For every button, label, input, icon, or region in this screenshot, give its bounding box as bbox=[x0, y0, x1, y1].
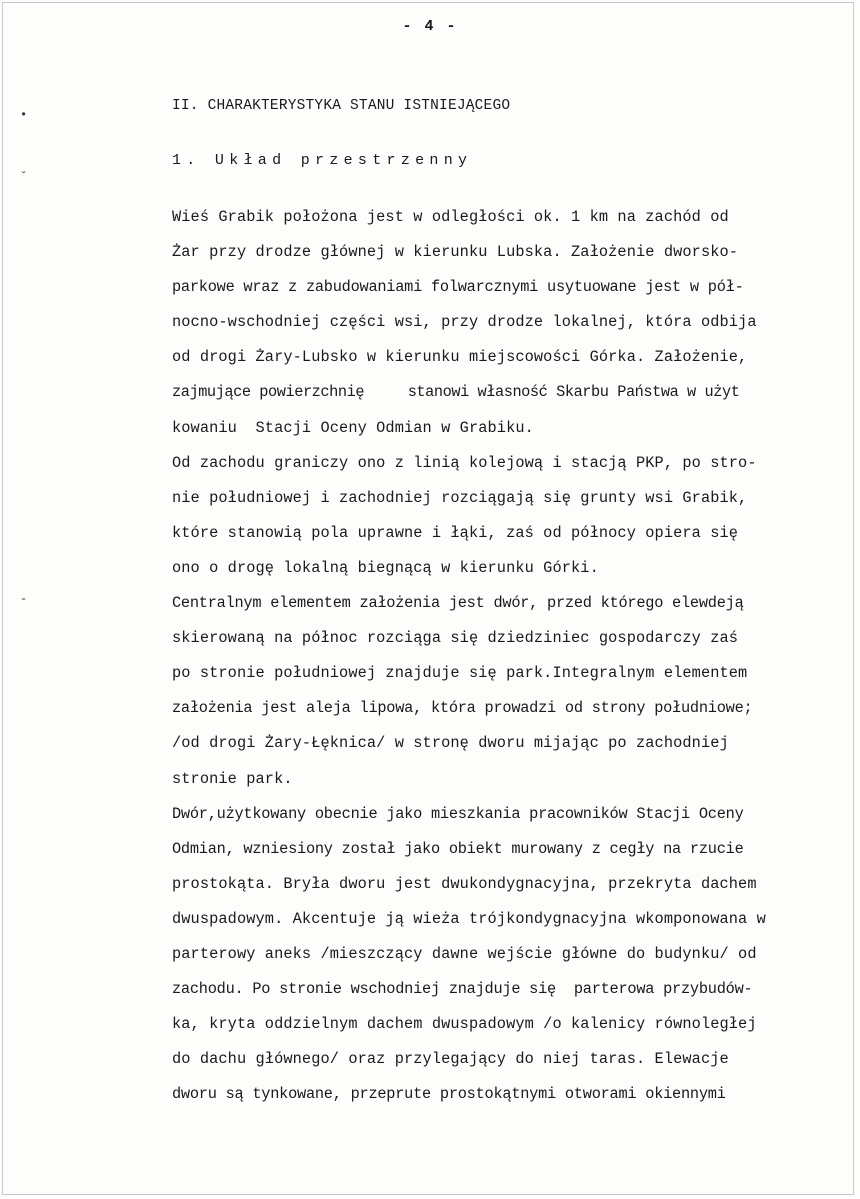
text-line: stronie park. bbox=[172, 769, 293, 788]
text-line: do dachu głównego/ oraz przylegający do niej taras. Elewacje bbox=[172, 1050, 729, 1069]
margin-mark: ˇ bbox=[20, 170, 28, 184]
text-line: dwuspadowym. Akcentuje ją wieża trójkondygnacyjna wkomponowana w bbox=[172, 909, 766, 928]
text-line: skierowaną na północ rozciąga się dziedziniec gospodarczy zaś bbox=[172, 629, 739, 648]
text-line: parterowy aneks /mieszczący dawne wejście główne do budynku/ od bbox=[172, 944, 757, 963]
text-line: Wieś Grabik położona jest w odległości ok. 1 km na zachód od bbox=[172, 208, 729, 226]
text-line: parkowe wraz z zabudowaniami folwarcznymi usytuowane jest w pół- bbox=[172, 278, 744, 297]
text-line: zachodu. Po stronie wschodniej znajduje się parterowa przybudów- bbox=[172, 980, 753, 999]
text-line: od drogi Żary-Lubsko w kierunku miejscowości Górka. Założenie, bbox=[172, 348, 748, 367]
body-text bbox=[172, 200, 860, 1112]
text-line: zajmujące powierzchnię stanowi własność Skarbu Państwa w użyt bbox=[172, 383, 740, 402]
text-line: prostokąta. Bryła dworu jest dwukondygnacyjna, przekryta dachem bbox=[172, 874, 757, 893]
text-line: ka, kryta oddzielnym dachem dwuspadowym /o kalenicy równoległej bbox=[172, 1015, 757, 1034]
page-number: - 4 - bbox=[402, 18, 458, 35]
section-heading: II. CHARAKTERYSTYKA STANU ISTNIEJĄCEGO bbox=[172, 98, 511, 114]
text-line: założenia jest aleja lipowa, która prowadzi od strony południowe; bbox=[172, 699, 753, 718]
text-line: które stanowią pola uprawne i łąki, zaś od północy opiera się bbox=[172, 523, 739, 542]
text-line: Centralnym elementem założenia jest dwór, przed którego elewdeją bbox=[172, 594, 744, 613]
text-line: ono o drogę lokalną biegnącą w kierunku Górki. bbox=[172, 558, 599, 577]
margin-mark: - bbox=[20, 592, 28, 606]
text-line: po stronie południowej znajduje się park.Integralnym elementem bbox=[172, 664, 748, 683]
text-line: dworu są tynkowane, przeprute prostokątnymi otworami okiennymi bbox=[172, 1085, 726, 1104]
text-line: Dwór,użytkowany obecnie jako mieszkania pracowników Stacji Oceny bbox=[172, 804, 744, 823]
margin-mark: • bbox=[20, 108, 28, 122]
text-line: Od zachodu graniczy ono z linią kolejową i stacją PKP, po stro- bbox=[172, 453, 757, 472]
text-line: Odmian, wzniesiony został jako obiekt murowany z cegły na rzucie bbox=[172, 839, 744, 858]
text-line: nie południowej i zachodniej rozciągają się grunty wsi Grabik, bbox=[172, 488, 748, 507]
text-line: /od drogi Żary-Łęknica/ w stronę dworu mijając po zachodniej bbox=[172, 734, 729, 753]
text-line: nocno-wschodniej części wsi, przy drodze lokalnej, która odbija bbox=[172, 313, 757, 332]
text-line: kowaniu Stacji Oceny Odmian w Grabiku. bbox=[172, 418, 534, 437]
subsection-heading: 1. Układ przestrzenny bbox=[172, 152, 473, 169]
text-line: Żar przy drodze głównej w kierunku Lubska. Założenie dworsko- bbox=[172, 243, 739, 262]
